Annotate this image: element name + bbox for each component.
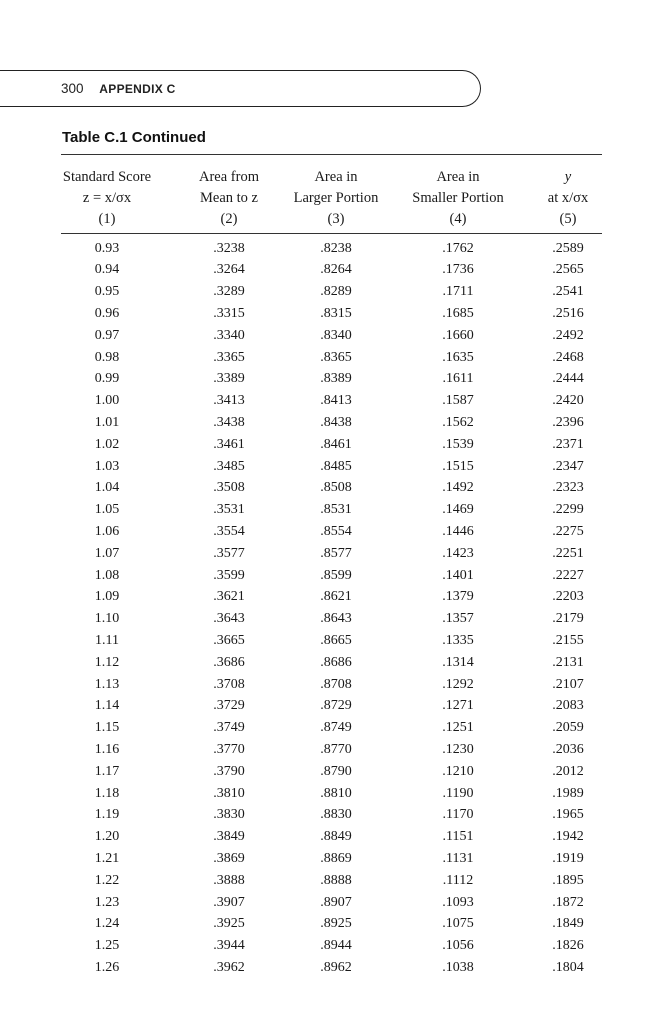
table-cell: .2059 [552, 720, 584, 736]
table-cell: .1230 [442, 741, 474, 757]
table-cell: 0.93 [94, 240, 120, 256]
table-cell: 1.20 [94, 829, 120, 845]
table-cell: 1.24 [94, 916, 120, 932]
table-cell: .1423 [442, 545, 474, 561]
table-cell: 1.18 [94, 785, 120, 801]
table-cell: .1190 [442, 785, 474, 801]
table-cell: .3849 [213, 829, 245, 845]
table-cell: .3365 [213, 349, 245, 365]
table-cell: .2203 [552, 589, 584, 605]
table-cell: .2251 [552, 545, 584, 561]
table-cell: 1.04 [94, 480, 120, 496]
table-cell: .3790 [213, 763, 245, 779]
table-cell: .1075 [442, 916, 474, 932]
table-cell: .1131 [442, 850, 474, 866]
table-cell: .1335 [442, 632, 474, 648]
table-cell: .8508 [320, 480, 352, 496]
table-cell: 0.98 [94, 349, 120, 365]
table-cell: .1210 [442, 763, 474, 779]
table-cell: 1.03 [94, 458, 120, 474]
table-cell: .2468 [552, 349, 584, 365]
table-cell: 1.19 [94, 807, 120, 823]
table-cell: .8599 [320, 567, 352, 583]
table-cell: .2155 [552, 632, 584, 648]
table-cell: .3869 [213, 850, 245, 866]
table-title: Table C.1 Continued [62, 129, 206, 146]
table-cell: .3888 [213, 872, 245, 888]
table-cell: .8944 [320, 938, 352, 954]
table-cell: .1539 [442, 436, 474, 452]
table-cell: .1849 [552, 916, 584, 932]
table-cell: .3621 [213, 589, 245, 605]
table-cell: 1.14 [94, 698, 120, 714]
table-cell: .2396 [552, 414, 584, 430]
table-cell: .1401 [442, 567, 474, 583]
table-top-rule [61, 154, 602, 155]
table-cell: .1965 [552, 807, 584, 823]
table-cell: .8531 [320, 502, 352, 518]
column-header-1 [52, 167, 162, 230]
table-cell: .8962 [320, 959, 352, 975]
table-cell: .3577 [213, 545, 245, 561]
table-cell: 0.95 [94, 284, 120, 300]
table-cell: 1.17 [94, 763, 120, 779]
table-cell: .3340 [213, 327, 245, 343]
table-cell: .3944 [213, 938, 245, 954]
table-cell: .3461 [213, 436, 245, 452]
table-cell: .8749 [320, 720, 352, 736]
table-cell: .2275 [552, 523, 584, 539]
table-cell: .1711 [442, 284, 474, 300]
column-header-line: (2) [220, 211, 238, 227]
table-cell: .3962 [213, 959, 245, 975]
table-cell: 0.96 [94, 305, 120, 321]
table-cell: .3925 [213, 916, 245, 932]
table-cell: 1.13 [94, 676, 120, 692]
table-cell: .3599 [213, 567, 245, 583]
table-cell: .1292 [442, 676, 474, 692]
table-cell: .2179 [552, 611, 584, 627]
table-cell: 0.99 [94, 371, 120, 387]
table-cell: 1.09 [94, 589, 120, 605]
table-cell: 1.23 [94, 894, 120, 910]
table-cell: 1.26 [94, 959, 120, 975]
table-cell: .3315 [213, 305, 245, 321]
page-number: 300 [61, 81, 84, 96]
page-header [61, 81, 176, 96]
table-cell: .1562 [442, 414, 474, 430]
column-header-line: (4) [449, 211, 467, 227]
table-cell: .1762 [442, 240, 474, 256]
column-header-line: Standard Score [62, 169, 152, 185]
table-cell: .8554 [320, 523, 352, 539]
table-cell: .1446 [442, 523, 474, 539]
column-header-line: Larger Portion [293, 190, 379, 206]
table-cell: 1.11 [95, 632, 119, 648]
table-cell: .3264 [213, 262, 245, 278]
column-header-line: Area from [199, 169, 259, 185]
table-cell: .3554 [213, 523, 245, 539]
table-cell: .3729 [213, 698, 245, 714]
table-cell: .1170 [442, 807, 474, 823]
table-cell: 1.22 [94, 872, 120, 888]
table-cell: .3508 [213, 480, 245, 496]
table-cell: 1.12 [94, 654, 120, 670]
table-cell: 1.08 [94, 567, 120, 583]
column-header-line: Smaller Portion [412, 190, 504, 206]
table-cell: .2012 [552, 763, 584, 779]
table-cell: .3289 [213, 284, 245, 300]
column-header-3 [271, 167, 401, 230]
table-cell: .8365 [320, 349, 352, 365]
table-cell: .3389 [213, 371, 245, 387]
table-cell: .1804 [552, 959, 584, 975]
table-cell: .1056 [442, 938, 474, 954]
column-header-line: (1) [98, 211, 116, 227]
table-cell: .2589 [552, 240, 584, 256]
table-cell: .1895 [552, 872, 584, 888]
table-cell: .8686 [320, 654, 352, 670]
table-cell: 1.21 [94, 850, 120, 866]
table-cell: .8869 [320, 850, 352, 866]
table-cell: .8340 [320, 327, 352, 343]
table-cell: .2371 [552, 436, 584, 452]
table-cell: .2227 [552, 567, 584, 583]
column-header-5 [528, 167, 608, 230]
table-cell: .8315 [320, 305, 352, 321]
table-cell: .2131 [552, 654, 584, 670]
table-cell: .1587 [442, 393, 474, 409]
table-cell: .8770 [320, 741, 352, 757]
column-header-line: Area in [314, 169, 358, 185]
table-cell: .8413 [320, 393, 352, 409]
table-cell: .1635 [442, 349, 474, 365]
table-cell: .3749 [213, 720, 245, 736]
table-cell: .1611 [442, 371, 474, 387]
table-cell: .2299 [552, 502, 584, 518]
table-cell: .1251 [442, 720, 474, 736]
table-cell: .3643 [213, 611, 245, 627]
table-cell: .1151 [442, 829, 474, 845]
table-cell: .1942 [552, 829, 584, 845]
table-cell: .1379 [442, 589, 474, 605]
table-cell: 1.05 [94, 502, 120, 518]
table-cell: .3708 [213, 676, 245, 692]
table-cell: .8665 [320, 632, 352, 648]
table-cell: .1919 [552, 850, 584, 866]
section-title: APPENDIX C [99, 82, 176, 96]
table-cell: .3810 [213, 785, 245, 801]
table-cell: .8643 [320, 611, 352, 627]
column-header-4 [403, 167, 513, 230]
table-cell: .2444 [552, 371, 584, 387]
table-cell: 1.01 [94, 414, 120, 430]
table-cell: .8907 [320, 894, 352, 910]
table-cell: .8729 [320, 698, 352, 714]
table-cell: .2107 [552, 676, 584, 692]
table-cell: .3665 [213, 632, 245, 648]
table-cell: 1.00 [94, 393, 120, 409]
table-cell: .8238 [320, 240, 352, 256]
table-cell: .3438 [213, 414, 245, 430]
table-cell: .1357 [442, 611, 474, 627]
table-cell: .8830 [320, 807, 352, 823]
table-cell: .8264 [320, 262, 352, 278]
table-cell: .1038 [442, 959, 474, 975]
table-cell: .1515 [442, 458, 474, 474]
table-cell: .3770 [213, 741, 245, 757]
table-header-rule [61, 233, 602, 234]
column-header-line: Area in [436, 169, 480, 185]
table-cell: .1685 [442, 305, 474, 321]
table-cell: .3413 [213, 393, 245, 409]
column-header-line: at x/σx [547, 190, 589, 206]
table-cell: .1469 [442, 502, 474, 518]
table-cell: .3531 [213, 502, 245, 518]
column-header-line: (5) [559, 211, 577, 227]
table-cell: .8389 [320, 371, 352, 387]
table-cell: .8849 [320, 829, 352, 845]
table-cell: .1314 [442, 654, 474, 670]
table-cell: .1989 [552, 785, 584, 801]
table-cell: .3686 [213, 654, 245, 670]
table-cell: .3485 [213, 458, 245, 474]
table-cell: .8708 [320, 676, 352, 692]
table-cell: .1112 [442, 872, 474, 888]
column-header-line: (3) [327, 211, 345, 227]
table-cell: .3907 [213, 894, 245, 910]
table-cell: 1.16 [94, 741, 120, 757]
table-cell: 1.25 [94, 938, 120, 954]
table-cell: .2036 [552, 741, 584, 757]
table-cell: 1.10 [94, 611, 120, 627]
table-cell: .2541 [552, 284, 584, 300]
table-cell: .2565 [552, 262, 584, 278]
column-header-line: y [564, 169, 572, 185]
table-cell: .1271 [442, 698, 474, 714]
table-cell: .8438 [320, 414, 352, 430]
table-cell: .1660 [442, 327, 474, 343]
table-cell: .3830 [213, 807, 245, 823]
table-cell: 1.06 [94, 523, 120, 539]
table-cell: 1.07 [94, 545, 120, 561]
table-cell: .8289 [320, 284, 352, 300]
table-cell: .8461 [320, 436, 352, 452]
table-cell: .8925 [320, 916, 352, 932]
table-cell: .2420 [552, 393, 584, 409]
column-header-line: z = x/σx [82, 190, 132, 206]
table-cell: .3238 [213, 240, 245, 256]
table-cell: .2347 [552, 458, 584, 474]
table-cell: .1093 [442, 894, 474, 910]
table-cell: .2516 [552, 305, 584, 321]
column-header-line: Mean to z [200, 190, 258, 206]
table-cell: 1.15 [94, 720, 120, 736]
table-cell: 1.02 [94, 436, 120, 452]
table-cell: 0.94 [94, 262, 120, 278]
table-cell: .8810 [320, 785, 352, 801]
table-cell: .8790 [320, 763, 352, 779]
table-cell: .8621 [320, 589, 352, 605]
table-cell: .8577 [320, 545, 352, 561]
table-cell: .1492 [442, 480, 474, 496]
table-cell: .2083 [552, 698, 584, 714]
table-cell: .1872 [552, 894, 584, 910]
table-cell: .2492 [552, 327, 584, 343]
table-cell: .1736 [442, 262, 474, 278]
table-cell: .1826 [552, 938, 584, 954]
column-header-2 [179, 167, 279, 230]
table-cell: .8888 [320, 872, 352, 888]
table-cell: .2323 [552, 480, 584, 496]
table-cell: .8485 [320, 458, 352, 474]
table-cell: 0.97 [94, 327, 120, 343]
